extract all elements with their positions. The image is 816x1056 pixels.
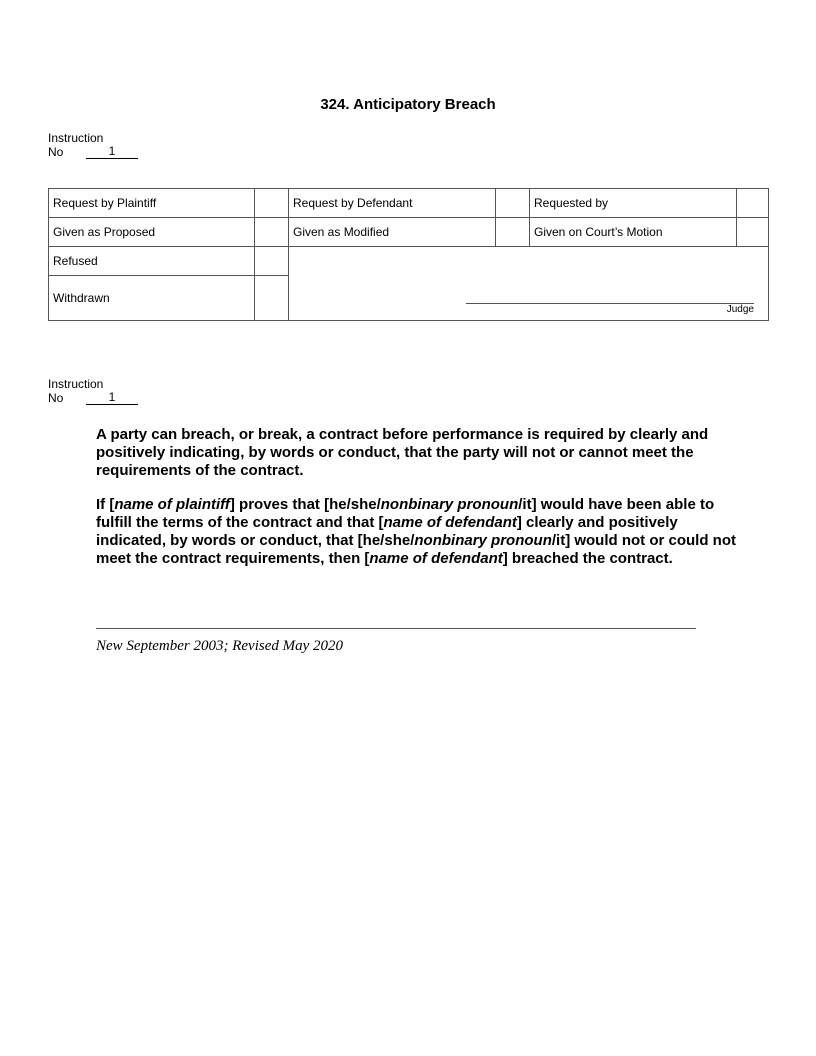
instruction-no-label: No (48, 391, 64, 405)
page-title: 324. Anticipatory Breach (320, 96, 496, 113)
request-by-plaintiff-checkbox[interactable] (254, 188, 288, 217)
given-on-courts-motion-checkbox[interactable] (736, 217, 768, 246)
given-as-proposed-checkbox[interactable] (254, 217, 288, 246)
instruction-number-block-bottom (48, 377, 138, 405)
instruction-number: 1 (86, 145, 138, 159)
request-table (48, 188, 769, 321)
divider (96, 628, 696, 629)
given-as-modified-checkbox[interactable] (495, 217, 529, 246)
given-as-proposed-label: Given as Proposed (53, 224, 156, 239)
requested-by-label: Requested by (534, 195, 609, 210)
instruction-number-block-top (48, 131, 138, 159)
refused-checkbox[interactable] (254, 246, 288, 275)
request-by-plaintiff-label: Request by Plaintiff (53, 195, 157, 210)
refused-label: Refused (53, 253, 98, 268)
judge-label: Judge (726, 304, 754, 315)
history-note: New September 2003; Revised May 2020 (96, 638, 344, 654)
given-as-modified-label: Given as Modified (293, 224, 390, 239)
instruction-body (96, 426, 736, 584)
instruction-label: Instruction (48, 377, 104, 391)
withdrawn-checkbox[interactable] (254, 275, 288, 320)
instruction-no-label: No (48, 145, 64, 159)
instruction-paragraph-1: A party can breach, or break, a contract before performance is required by clearly and positively indicating, by words or conduct, that the party will not or cannot meet the requirements of the contract. (96, 426, 709, 479)
instruction-paragraph-2: If [name of plaintiff] proves that [he/she/nonbinary pronoun/it] would have been able to fulfill the terms of the contract and that [name of defendant] clearly and positively indicated, by words or conduct, that [he/she/nonbinary pronoun/it] would not or could not meet the contract requirements, then [name of defendant] breached the contract. (96, 496, 736, 567)
request-by-defendant-checkbox[interactable] (495, 188, 529, 217)
given-on-courts-motion-label: Given on Court’s Motion (534, 224, 663, 239)
requested-by-checkbox[interactable] (736, 188, 768, 217)
instruction-label: Instruction (48, 131, 104, 145)
withdrawn-label: Withdrawn (53, 290, 110, 305)
instruction-number: 1 (86, 391, 138, 405)
request-by-defendant-label: Request by Defendant (293, 195, 413, 210)
